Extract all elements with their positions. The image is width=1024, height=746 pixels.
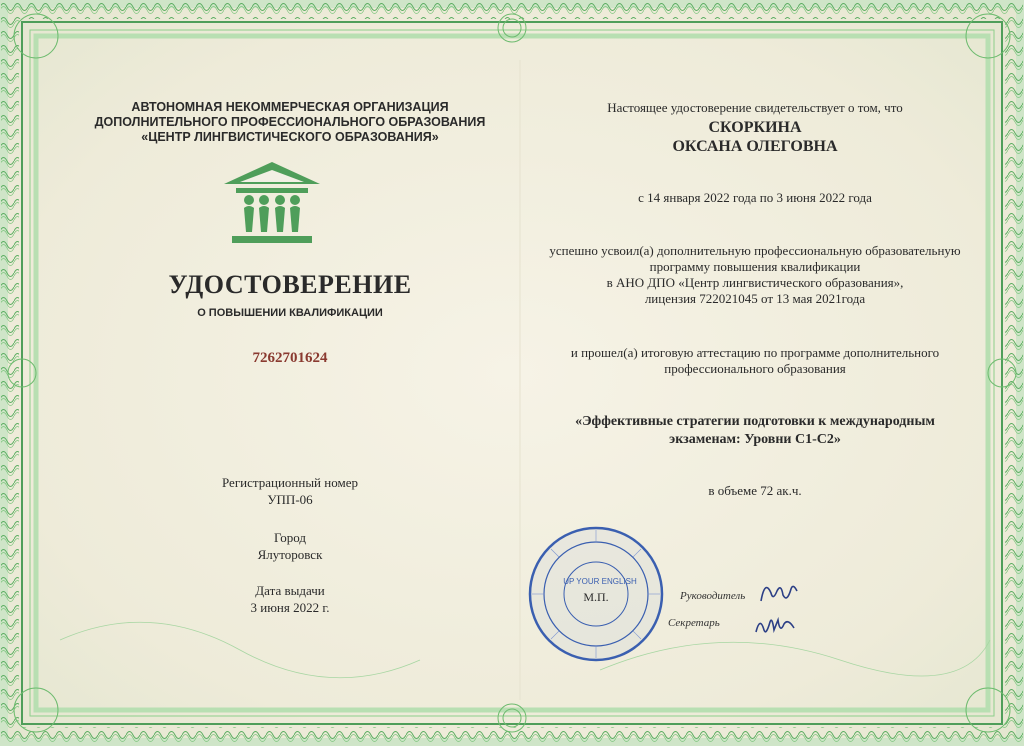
- study-period: с 14 января 2022 года по 3 июня 2022 года: [638, 190, 872, 205]
- organization-name: АВТОНОМНАЯ НЕКОММЕРЧЕСКАЯ ОРГАНИЗАЦИЯ ДОПОЛНИТЕЛЬНОГО ПРОФЕССИОНАЛЬНОГО ОБРАЗОВАНИЯ «ЦЕНТР ЛИНГВИСТИЧЕСКОГО ОБРАЗОВАНИЯ»: [94, 100, 486, 144]
- registration-label: Регистрационный номер: [222, 475, 358, 490]
- program-text: успешно усвоил(а) дополнительную профессиональную образовательную программу повышения квалификации в АНО ДПО «Центр лингвистического образования», лицензия 722021045 от 13 мая 2021года: [549, 243, 961, 306]
- head-signature: [755, 575, 801, 609]
- secretary-signature: [752, 610, 800, 640]
- document-subtitle: О ПОВЫШЕНИИ КВАЛИФИКАЦИИ: [197, 307, 383, 319]
- city-value: Ялуторовск: [257, 547, 323, 562]
- attestation-text: и прошел(а) итоговую аттестацию по программе дополнительного профессионального образования: [570, 345, 940, 376]
- holder-given-names: ОКСАНА ОЛЕГОВНА: [672, 138, 838, 155]
- head-role: Руководитель: [680, 590, 746, 602]
- course-volume: в объеме 72 ак.ч.: [708, 483, 802, 498]
- issue-date-label: Дата выдачи: [255, 583, 325, 598]
- intro-text: Настоящее удостоверение свидетельствует о том, что: [607, 100, 903, 115]
- stamp-text: UP YOUR ENGLISH: [563, 577, 637, 586]
- city-label: Город: [273, 530, 307, 545]
- registration-value: УПП-06: [267, 492, 313, 507]
- holder-surname: СКОРКИНА: [708, 119, 802, 136]
- course-title: «Эффективные стратегии подготовки к международным экзаменам: Уровни С1-С2»: [575, 414, 935, 447]
- secretary-role: Секретарь: [668, 617, 720, 629]
- serial-number: 7262701624: [252, 350, 328, 366]
- stamp-label: М.П.: [583, 590, 609, 604]
- document-title: УДОСТОВЕРЕНИЕ: [168, 270, 412, 299]
- building-columns-icon: [222, 160, 322, 246]
- issue-date-value: 3 июня 2022 г.: [250, 600, 330, 615]
- holder-name: [530, 118, 980, 156]
